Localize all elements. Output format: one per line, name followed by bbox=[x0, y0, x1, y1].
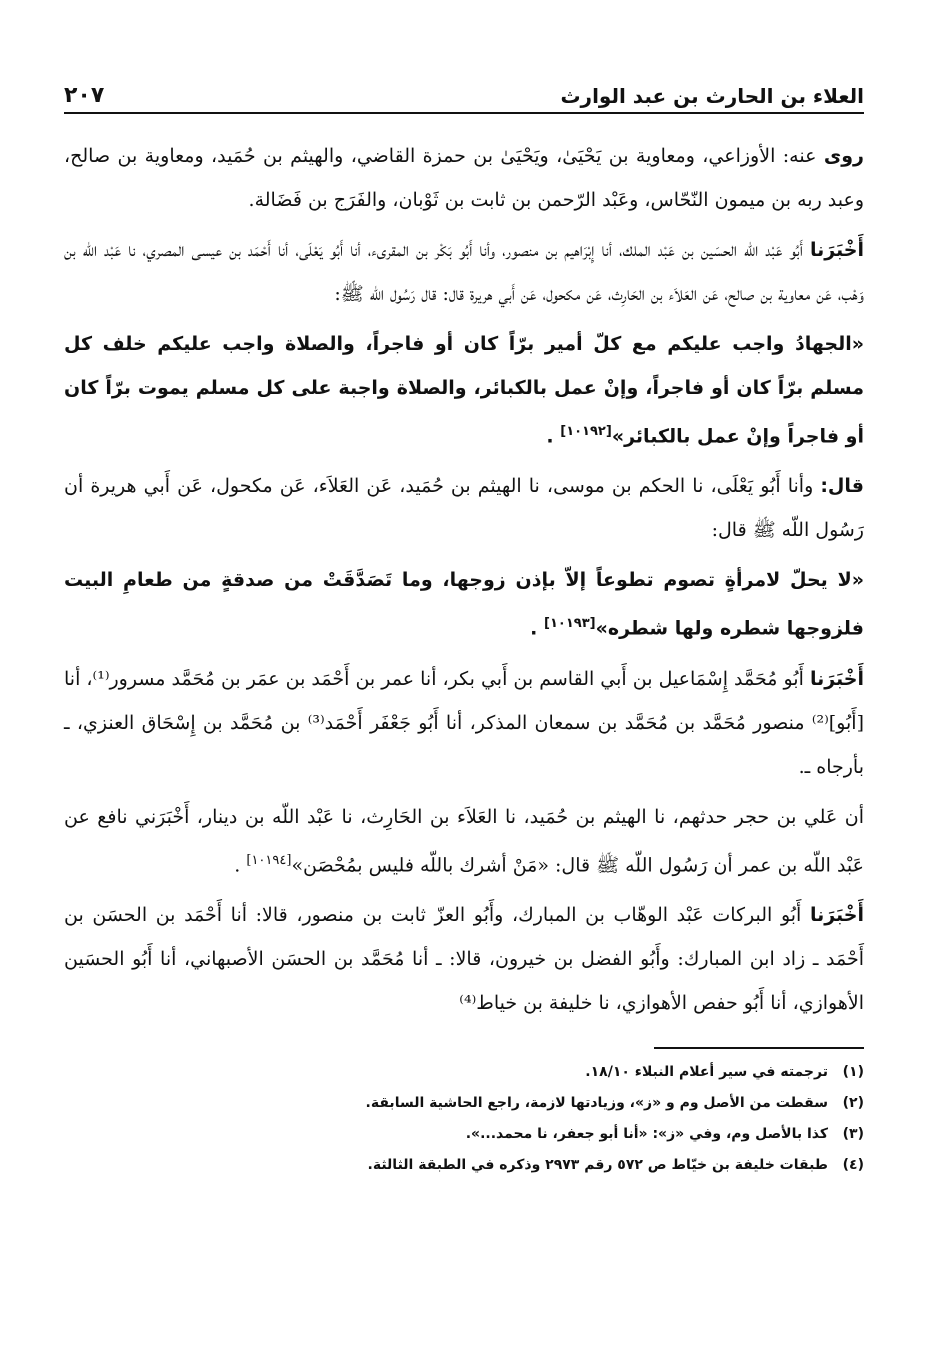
footnote-text: طبقات خليفة بن خيّاط ص ٥٧٢ رقم ٢٩٧٣ وذكره في الطبقة الثالثة. bbox=[367, 1156, 828, 1173]
main-text bbox=[64, 134, 864, 1025]
running-title: العلاء بن الحارث بن عبد الوارث bbox=[560, 84, 864, 108]
lead-word: قال: bbox=[820, 475, 864, 498]
paragraph-hadith: «لا يحلّ لامرأةٍ تصوم تطوعاً إلاّ بإذن زوجها، وما تَصَدَّقَتْ من صدقةٍ من طعامِ البيت فلزوجها شطره ولها شطره»[١٠١٩٣] . bbox=[64, 569, 864, 640]
footnote-number: (١) bbox=[842, 1063, 864, 1080]
footnote-number: (٤) bbox=[842, 1156, 864, 1173]
footnote-text: ترجمته في سير أعلام النبلاء ١٨/١٠. bbox=[585, 1063, 828, 1080]
hadith-text: «لا يحلّ لامرأةٍ تصوم تطوعاً إلاّ بإذن زوجها، وما تَصَدَّقَتْ من صدقةٍ من طعامِ البيت فلزوجها شطره ولها شطره» bbox=[64, 569, 864, 640]
footnote bbox=[64, 1150, 864, 1181]
page-number: ٢٠٧ bbox=[64, 83, 105, 108]
footnote bbox=[64, 1088, 864, 1119]
hadith-text: «الجهادُ واجب عليكم مع كلّ أمير برّاً كان أو فاجراً، والصلاة واجب عليكم خلف كل مسلم برّاً كان أو فاجراً، وإنْ عمل بالكبائر، والصلاة واجبة على كل مسلم يموت برّاً كان أو فاجراً وإنْ عمل بالكبائر» bbox=[64, 333, 864, 448]
lead-word: أَخْبَرَنا bbox=[809, 667, 864, 690]
lead-word: روى bbox=[823, 145, 864, 167]
footnotes bbox=[64, 1057, 864, 1181]
paragraph-isnad bbox=[64, 893, 864, 1025]
paragraph-text: أن عَلي بن حجر حدثهم، نا الهيثم بن حُمَيد، نا العَلاَء بن الحَارِث، نا عَبْد اللّه بن دينار، أَخْبَرَني نافع عن عَبْد اللّه بن عمر أن رَسُول اللّه ﷺ قال: «مَنْ أشرك باللّه فليس بمُحْصَن» bbox=[64, 805, 864, 876]
footnote bbox=[64, 1057, 864, 1088]
footnote-number: (٣) bbox=[842, 1125, 864, 1142]
paragraph-text: وأنا أَبُو يَعْلَى، نا الحكم بن موسى، نا الهيثم بن حُمَيد، عَن العَلاَء، عَن مكحول، عَن أَبي هريرة أن رَسُول اللّه ﷺ قال: bbox=[64, 475, 864, 542]
paragraph-text: أَبُو عَبْد اللّه الحسَين بن عَبْد الملك، أنا إِبْرَاهيم بن منصور، وأنا أَبُو بَكْر بن المقرىء، أنا أَبُو يَعْلَى، أنا أَحْمَد بن عيسى المصري، نا عَبْد اللّه بن وَهْب، عَن معاوية بن صالح، عَن العَلاَء بن الحَارِث، عَن مكحول، عَن أَبي هريرة قال: قال رَسُول اللّه ﷺ: bbox=[64, 239, 864, 305]
footnote-text: سقطت من الأصل وم و «ز»، وزيادتها لازمة، راجع الحاشية السابقة. bbox=[365, 1094, 828, 1111]
hadith-number: [١٠١٩٢] bbox=[560, 424, 612, 439]
paragraph-isnad bbox=[64, 228, 864, 316]
footnote-text: كذا بالأصل وم، وفي «ز»: «أنا أبو جعفر، نا محمد...». bbox=[465, 1125, 828, 1142]
lead-word: أَخْبَرَنا bbox=[809, 239, 864, 261]
lead-word: أَخْبَرَنا bbox=[809, 903, 864, 926]
paragraph-hadith: «الجهادُ واجب عليكم مع كلّ أمير برّاً كان أو فاجراً، والصلاة واجب عليكم خلف كل مسلم برّاً كان أو فاجراً، وإنْ عمل بالكبائر، والصلاة واجبة على كل مسلم يموت برّاً كان أو فاجراً وإنْ عمل بالكبائر»[١٠١٩٢] . bbox=[64, 333, 864, 448]
hadith-number: [١٠١٩٣] bbox=[544, 616, 596, 632]
footnote-number: (٢) bbox=[842, 1094, 864, 1111]
paragraph-text: عنه: الأوزاعي، ومعاوية بن يَحْيَىٰ، ويَحْيَىٰ بن حمزة القاضي، والهيثم بن حُمَيد، ومعاوية بن صالح، وعبد ربه بن ميمون النّحّاس، وعَبْد الرّحمن بن ثابت بن ثَوْبان، والفَرَج بن فَضَالة. bbox=[64, 145, 864, 211]
paragraph-isnad bbox=[64, 464, 864, 552]
paragraph-text: أَبُو مُحَمَّد إِسْمَاعيل بن أَبي القاسم بن أَبي بكر، أنا عمر بن أَحْمَد بن عمَر بن مُحَمَّد مسرور⁽¹⁾، أنا [أَبُو]⁽²⁾ منصور مُحَمَّد بن مُحَمَّد بن سمعان المذكر، أنا أَبُو جَعْفَر أَحْمَد⁽³⁾ بن مُحَمَّد بن إِسْحَاق العنزي، ـ بأرجاه ـ. bbox=[64, 667, 864, 778]
hadith-number: [١٠١٩٤] bbox=[246, 852, 292, 868]
paragraph-isnad-hadith: أن عَلي بن حجر حدثهم، نا الهيثم بن حُمَيد، نا العَلاَء بن الحَارِث، نا عَبْد اللّه بن دينار، أَخْبَرَني نافع عن عَبْد اللّه بن عمر أن رَسُول اللّه ﷺ قال: «مَنْ أشرك باللّه فليس بمُحْصَن»[١٠١٩٤] . bbox=[64, 805, 864, 876]
book-page bbox=[64, 78, 864, 1181]
paragraph-narrators bbox=[64, 134, 864, 222]
footnote bbox=[64, 1119, 864, 1150]
paragraph-text: أَبُو البركات عَبْد الوهّاب بن المبارك، وأَبُو العزّ ثابت بن منصور، قالا: أنا أَحْمَد بن الحسَن بن أَحْمَد ـ زاد ابن المبارك: وأَبُو الفضل بن خيرون، قالا: ـ أنا مُحَمَّد بن الحسَن الأصبهاني، أنا أَبُو الحسَين الأهوازي، أنا أَبُو حفص الأهوازي، نا خليفة بن خياط⁽⁴⁾ bbox=[64, 903, 864, 1014]
paragraph-isnad bbox=[64, 657, 864, 789]
footnote-divider bbox=[654, 1047, 864, 1049]
running-header bbox=[64, 78, 864, 114]
